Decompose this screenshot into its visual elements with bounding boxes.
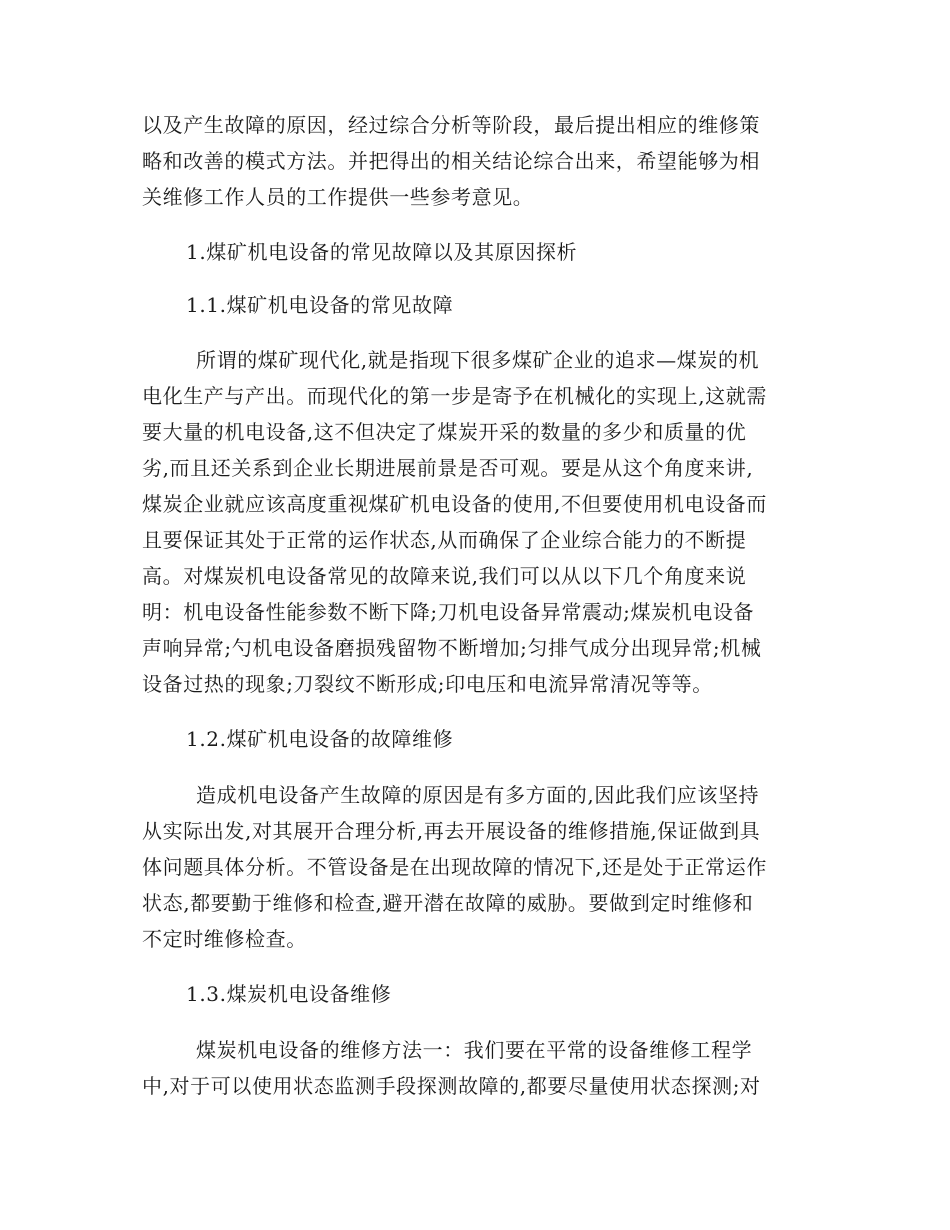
paragraph-1-1-line-9: 声响异常;勺机电设备磨损残留物不断增加;匀排气成分出现异常;机械 [142, 636, 762, 660]
intro-line-2: 略和改善的模式方法。并把得出的相关结论综合出来，希望能够为相 [142, 149, 760, 173]
intro-line-1: 以及产生故障的原因，经过综合分析等阶段，最后提出相应的维修策 [142, 113, 760, 137]
paragraph-1-1-line-1: 所谓的煤矿现代化,就是指现下很多煤矿企业的追求—煤炭的机 [196, 348, 760, 372]
section-heading-1-2: 1.2.煤矿机电设备的故障维修 [186, 727, 454, 751]
intro-line-3: 关维修工作人员的工作提供一些参考意见。 [142, 185, 534, 209]
paragraph-1-2-line-2: 从实际出发,对其展开合理分析,再去开展设备的维修措施,保证做到具 [142, 819, 761, 843]
paragraph-1-1-line-7: 高。对煤炭机电设备常见的故障来说,我们可以从以下几个角度来说 [142, 564, 747, 588]
section-heading-1: 1.煤矿机电设备的常见故障以及其原因探析 [186, 240, 578, 264]
section-heading-1-1: 1.1.煤矿机电设备的常见故障 [186, 293, 454, 317]
paragraph-1-1-line-8: 明：机电设备性能参数不断下降;刀机电设备异常震动;煤炭机电设备 [142, 600, 755, 624]
paragraph-1-1-line-10: 设备过热的现象;刀裂纹不断形成;印电压和电流异常清况等等。 [142, 672, 713, 696]
section-heading-1-3: 1.3.煤炭机电设备维修 [186, 982, 392, 1006]
paragraph-1-1-line-4: 劣,而且还关系到企业长期进展前景是否可观。要是从这个角度来讲, [142, 456, 754, 480]
paragraph-1-1-line-2: 电化生产与产出。而现代化的第一步是寄予在机械化的实现上,这就需 [142, 384, 767, 408]
paragraph-1-1-line-6: 且要保证其处于正常的运作状态,从而确保了企业综合能力的不断提 [142, 528, 747, 552]
paragraph-1-2-line-4: 状态,都要勤于维修和检查,避开潜在故障的威胁。要做到定时维修和 [142, 891, 754, 915]
paragraph-1-3-line-1: 煤炭机电设备的维修方法一：我们要在平常的设备维修工程学 [196, 1038, 753, 1062]
paragraph-1-1-line-3: 要大量的机电设备,这不但决定了煤炭开采的数量的多少和质量的优 [142, 420, 747, 444]
paragraph-1-1-line-5: 煤炭企业就应该高度重视煤矿机电设备的使用,不但要使用机电设备而 [142, 492, 767, 516]
paragraph-1-2-line-3: 体问题具体分析。不管设备是在出现故障的情况下,还是处于正常运作 [142, 855, 767, 879]
paragraph-1-2-line-5: 不定时维修检查。 [142, 927, 307, 951]
paragraph-1-3-line-2: 中,对于可以使用状态监测手段探测故障的,都要尽量使用状态探测;对 [142, 1074, 761, 1098]
paragraph-1-2-line-1: 造成机电设备产生故障的原因是有多方面的,因此我们应该坚持 [196, 783, 760, 807]
